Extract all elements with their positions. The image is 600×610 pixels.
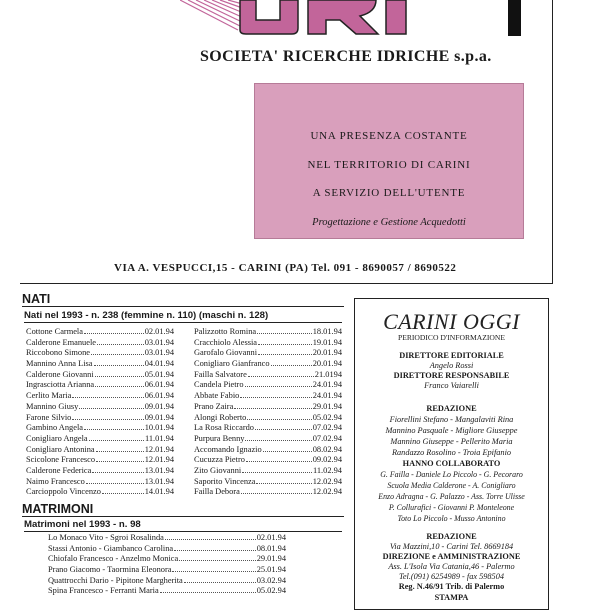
collaborato-line: Toto Lo Piccolo - Musso Antonino — [397, 514, 506, 523]
list-item: La Rosa Riccardo 07.02.94 — [194, 423, 342, 433]
list-item: Gambino Angela 10.01.94 — [26, 423, 174, 433]
redazione-line: Fiorellini Stefano - Mangalaviti Rina — [389, 415, 514, 424]
list-item: Candela Pietro 24.01.94 — [194, 380, 342, 390]
redazione-line: Mannino Pasquale - Migliore Giuseppe — [385, 426, 518, 435]
list-item: Calderone Emanuele 03.01.94 — [26, 337, 174, 347]
registrazione: Reg. N.46/91 Trib. di Palermo — [398, 582, 505, 591]
sri-logo — [180, 0, 540, 40]
list-item: Cucuzza Pietro 09.02.94 — [194, 455, 342, 465]
list-item: Calderone Federica 13.01.94 — [26, 465, 174, 475]
slogan-panel — [254, 83, 524, 239]
list-item: Scicolone Francesco 12.01.94 — [26, 455, 174, 465]
collaborato-line: P. Collurafici - Giovanni P. Monteleone — [388, 503, 515, 512]
list-item: Chiofalo Francesco - Anzelmo Monica 29.01.94 — [48, 554, 286, 564]
nati-list-left — [26, 326, 174, 497]
slogan-subline: Progettazione e Gestione Acquedotti — [312, 217, 466, 228]
list-item: Stassi Antonio - Giambanco Carolina 08.01.94 — [48, 543, 286, 553]
masthead-subtitle: PERIODICO D'INFORMAZIONE — [397, 333, 506, 342]
list-item: Riccobono Simone 03.01.94 — [26, 348, 174, 358]
collaborato-line: G. Failla - Daniele Lo Piccolo - G. Pecoraro — [380, 470, 523, 479]
list-item: Accomando Ignazio 08.02.94 — [194, 444, 342, 454]
slogan-line-2: NEL TERRITORIO DI CARINI — [307, 159, 471, 171]
direttore-responsabile-label: DIRETTORE RESPONSABILE — [393, 371, 510, 380]
list-item: Zito Giovanni 11.02.94 — [194, 465, 342, 475]
list-item: Spina Francesco - Ferranti Maria 05.02.94 — [48, 586, 286, 596]
matrimoni-heading: MATRIMONI — [22, 502, 344, 517]
list-item: Garofalo Giovanni 20.01.94 — [194, 348, 342, 358]
list-item: Alongi Roberto 05.02.94 — [194, 412, 342, 422]
amministrazione-label: DIREZIONE e AMMINISTRAZIONE — [382, 552, 521, 561]
list-item: Failla Debora 12.02.94 — [194, 487, 342, 497]
slogan-line-1: UNA PRESENZA COSTANTE — [310, 130, 468, 142]
list-item: Quattrocchi Dario - Pipitone Margherita 03.02.94 — [48, 575, 286, 585]
matrimoni-list — [48, 532, 286, 596]
company-name: SOCIETA' RICERCHE IDRICHE s.p.a. — [200, 48, 492, 65]
list-item: Farone Silvio 09.01.94 — [26, 412, 174, 422]
list-item: Failla Salvatore 21.0194 — [194, 369, 342, 379]
list-item: Conigliaro Antonina 12.01.94 — [26, 444, 174, 454]
direttore-editoriale-label: DIRETTORE EDITORIALE — [399, 351, 504, 360]
list-item: Saporito Vincenza 12.02.94 — [194, 476, 342, 486]
list-item: Prano Zaira 29.01.94 — [194, 401, 342, 411]
list-item: Conigliaro Angela 11.01.94 — [26, 433, 174, 443]
sri-advertisement — [20, 0, 553, 284]
direttore-responsabile-name: Franco Vaiarelli — [424, 381, 479, 390]
collaborato-line: Scuola Media Calderone - A. Conigliaro — [387, 481, 516, 490]
collaborato-label: HANNO COLLABORATO — [402, 459, 501, 468]
nati-subtitle: Nati nel 1993 - n. 238 (femmine n. 110) (maschi n. 128) — [24, 310, 342, 323]
list-item: Cottone Carmela 02.01.94 — [26, 327, 174, 336]
carini-oggi-masthead — [354, 298, 549, 610]
list-item: Ingrasciotta Arianna 06.01.94 — [26, 380, 174, 390]
list-item: Lo Monaco Vito - Sgroi Rosalinda 02.01.94 — [48, 533, 286, 542]
redazione-line: Randazzo Rosolino - Troia Epifanio — [391, 448, 512, 457]
nati-list-right — [194, 326, 342, 497]
sede-address: Via Mazzini,10 - Carini Tel. 8669184 — [389, 542, 514, 551]
list-item: Palizzotto Romina 18.01.94 — [194, 327, 342, 336]
list-item: Naimo Francesco 13.01.94 — [26, 476, 174, 486]
masthead-title: CARINI OGGI — [383, 309, 520, 334]
list-item: Conigliaro Gianfranco 20.01.94 — [194, 359, 342, 369]
redazione-label: REDAZIONE — [426, 404, 477, 413]
list-item: Mannino Anna Lisa 04.01.94 — [26, 359, 174, 369]
matrimoni-subtitle: Matrimoni nel 1993 - n. 98 — [24, 519, 342, 532]
list-item: Carcioppolo Vincenzo 14.01.94 — [26, 487, 174, 497]
company-address: VIA A. VESPUCCI,15 - CARINI (PA) Tel. 091 - 8690057 / 8690522 — [114, 262, 457, 274]
list-item: Calderone Giovanni 05.01.94 — [26, 369, 174, 379]
list-item: Cerlito Maria 06.01.94 — [26, 391, 174, 401]
slogan-line-3: A SERVIZIO DELL'UTENTE — [312, 187, 466, 199]
sede-label: REDAZIONE — [426, 532, 477, 541]
list-item: Cracchiolo Alessia 19.01.94 — [194, 337, 342, 347]
list-item: Purpura Benny 07.02.94 — [194, 433, 342, 443]
redazione-line: Mannino Giuseppe - Pellerito Maria — [390, 437, 513, 446]
collaborato-line: Enzo Adragna - G. Palazzo - Ass. Torre Ulisse — [378, 492, 525, 501]
amministrazione-address: Ass. L'Isola Via Catania,46 - Palermo — [388, 562, 515, 571]
direttore-editoriale-name: Angelo Rossi — [429, 361, 474, 370]
list-item: Prano Giacomo - Taormina Eleonora 25.01.94 — [48, 565, 286, 575]
stampa-label: STAMPA — [434, 593, 469, 602]
amministrazione-phone: Tel.(091) 6254989 - fax 598504 — [398, 572, 504, 581]
nati-heading: NATI — [22, 292, 344, 307]
list-item: Abbate Fabio 24.01.94 — [194, 391, 342, 401]
list-item: Mannino Giusy 09.01.94 — [26, 401, 174, 411]
